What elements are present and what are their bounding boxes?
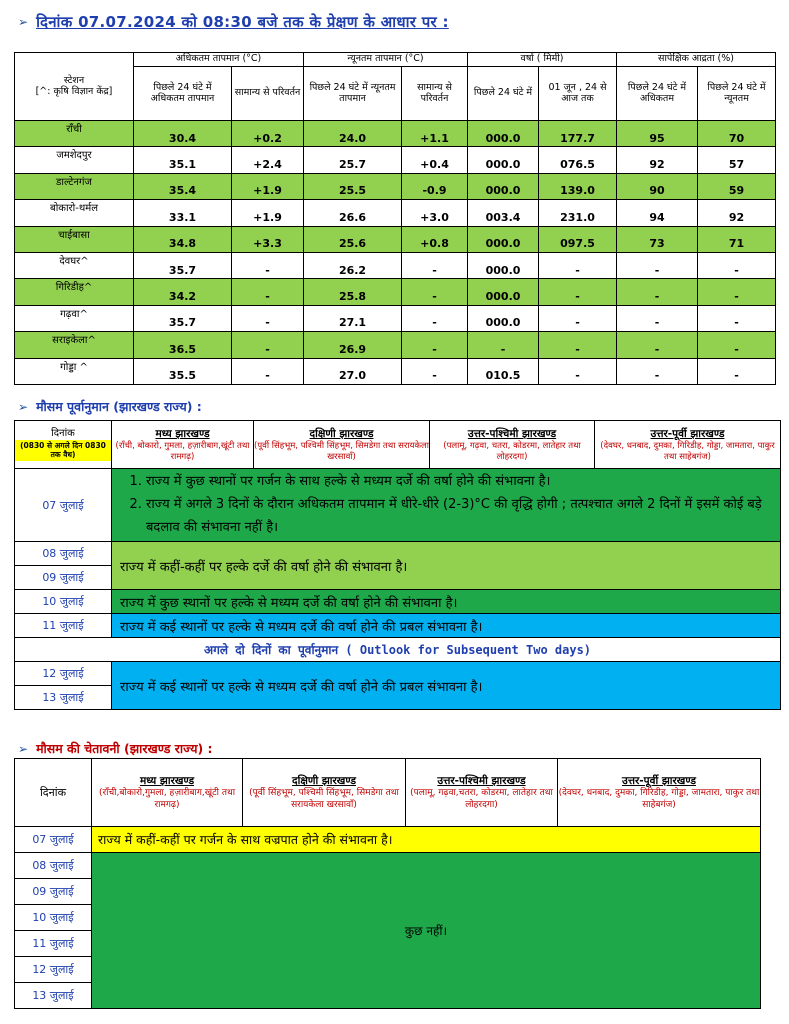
cell-rh-min: -: [698, 332, 776, 358]
cell-min: 25.6: [304, 226, 402, 252]
warning-title: मौसम की चेतावनी (झारखण्ड राज्य) :: [36, 741, 213, 756]
cell-rh-max: -: [617, 252, 698, 278]
min-24-header: पिछले 24 घंटे में न्यूनतम तापमान: [304, 67, 402, 121]
station-name: गोड्डा ^: [15, 358, 134, 384]
station-header: स्टेशन [^: कृषि विज्ञान केंद्र]: [15, 53, 134, 121]
station-row: [15, 173, 776, 199]
cell-min: 26.9: [304, 332, 402, 358]
cell-max-dep: +1.9: [232, 200, 304, 226]
station-name: चाईबासा: [15, 226, 134, 252]
cell-max: 35.4: [134, 173, 232, 199]
zone-south: [254, 421, 430, 469]
warning-date-header: दिनांक: [15, 759, 92, 827]
zone-name: उत्तर-पूर्वी झारखण्ड: [622, 774, 696, 787]
cell-max-dep: +0.2: [232, 121, 304, 147]
cell-rh-min: -: [698, 305, 776, 331]
forecast-date: 09 जुलाई: [15, 566, 112, 590]
cell-rh-min: -: [698, 252, 776, 278]
forecast-day5-text: राज्य में कई स्थानों पर हल्के से मध्यम दर्जे की वर्षा होने की प्रबल संभावना है।: [112, 614, 781, 638]
cell-max: 35.7: [134, 305, 232, 331]
cell-min-dep: -: [402, 305, 468, 331]
forecast-date-header: [15, 421, 112, 469]
cell-min: 24.0: [304, 121, 402, 147]
arrow-bullet-icon: ➢: [18, 399, 29, 414]
zone-districts: (देवघर, धनबाद, दुमका, गिरिडीह, गोड्डा, जामतारा, पाकुर तथा साहेबगंज): [600, 440, 775, 462]
cell-rh-min: 57: [698, 147, 776, 173]
outlook-label: अगले दो दिनों का पूर्वानुमान ( Outlook for Subsequent Two days): [15, 638, 781, 662]
zone-districts: (राँची, बोकारो, गुमला, हज़ारीबाग,खूंटी तथा रामगढ़): [115, 440, 250, 462]
cell-rh-max: -: [617, 358, 698, 384]
forecast-date: 13 जुलाई: [15, 686, 112, 710]
cell-rain-cum: 231.0: [539, 200, 617, 226]
cell-rain: 010.5: [468, 358, 539, 384]
cell-rh-min: 92: [698, 200, 776, 226]
cell-rh-max: 73: [617, 226, 698, 252]
forecast-day1-text: [112, 469, 781, 542]
forecast-title: मौसम पूर्वानुमान (झारखण्ड राज्य) :: [36, 399, 202, 414]
zone-name: उत्तर-पश्चिमी झारखण्ड: [467, 427, 557, 440]
cell-max: 34.2: [134, 279, 232, 305]
station-row: [15, 358, 776, 384]
cell-rh-max: -: [617, 305, 698, 331]
cell-min-dep: -: [402, 279, 468, 305]
station-name: राँची: [15, 121, 134, 147]
cell-rain-cum: -: [539, 305, 617, 331]
station-name: बोकारो-थर्मल: [15, 200, 134, 226]
cell-rh-min: -: [698, 279, 776, 305]
zone-districts: (पूर्वी सिंहभूम, पश्चिमी सिंहभूम, सिमडेगा तथा सरायकेला खरसावाँ): [249, 787, 399, 810]
cell-max-dep: -: [232, 358, 304, 384]
zone-northwest: [430, 421, 595, 469]
warning-date: 09 जुलाई: [15, 879, 92, 905]
station-name: डाल्टेनगंज: [15, 173, 134, 199]
rain-header: वर्षा ( मिमी): [468, 53, 617, 67]
cell-max-dep: +3.3: [232, 226, 304, 252]
station-row: [15, 121, 776, 147]
zone-name: मध्य झारखण्ड: [155, 427, 210, 440]
rain-cum-header: 01 जून , 24 से आज तक: [539, 67, 617, 121]
rh-max-header: पिछले 24 घंटे में अधिकतम: [617, 67, 698, 121]
zone-central: [112, 421, 254, 469]
observation-table: [14, 52, 776, 385]
cell-rain-cum: -: [539, 279, 617, 305]
station-row: [15, 226, 776, 252]
forecast-date: 10 जुलाई: [15, 590, 112, 614]
cell-min-dep: -: [402, 358, 468, 384]
zone-northeast: [558, 759, 761, 827]
rain-24-header: पिछले 24 घंटे में: [468, 67, 539, 121]
zone-districts: (पलामू, गढ़वा, चतरा, कोडरमा, लातेहार तथा लोहरदगा): [443, 440, 581, 462]
cell-min: 25.8: [304, 279, 402, 305]
cell-max: 35.1: [134, 147, 232, 173]
station-name: देवघर^: [15, 252, 134, 278]
humidity-header: सापेक्षिक आद्रता (%): [617, 53, 776, 67]
cell-rh-max: -: [617, 279, 698, 305]
cell-max: 34.8: [134, 226, 232, 252]
cell-min-dep: +3.0: [402, 200, 468, 226]
zone-name: दक्षिणी झारखण्ड: [292, 774, 356, 787]
station-row: [15, 147, 776, 173]
cell-max: 36.5: [134, 332, 232, 358]
cell-min: 25.7: [304, 147, 402, 173]
station-row: [15, 252, 776, 278]
cell-rh-max: 90: [617, 173, 698, 199]
cell-rh-min: 59: [698, 173, 776, 199]
cell-rh-max: 94: [617, 200, 698, 226]
cell-max-dep: -: [232, 252, 304, 278]
cell-rain-cum: -: [539, 332, 617, 358]
warning-table: [14, 758, 761, 1009]
cell-rain-cum: 177.7: [539, 121, 617, 147]
cell-max: 33.1: [134, 200, 232, 226]
station-row: [15, 305, 776, 331]
cell-rh-max: -: [617, 332, 698, 358]
zone-northeast: [595, 421, 781, 469]
forecast-day6-7-text: राज्य में कई स्थानों पर हल्के से मध्यम दर्जे की वर्षा होने की प्रबल संभावना है।: [112, 662, 781, 710]
cell-min-dep: +0.4: [402, 147, 468, 173]
forecast-point: 2. राज्य में अगले 3 दिनों के दौरान अधिकतम तापमान में धीरे-धीरे (2-3)°C की वृद्धि होगी ; तत्पश्चात अगले 2 दिनों में इसमें कोई बड़े बदलाव की संभावना नहीं है।: [146, 494, 772, 540]
max-24-header: पिछले 24 घंटे में अधिकतम तापमान: [134, 67, 232, 121]
warning-date: 11 जुलाई: [15, 931, 92, 957]
cell-max: 30.4: [134, 121, 232, 147]
cell-max-dep: -: [232, 332, 304, 358]
zone-districts: (पलामू, गढ़वा,चतरा, कोडरमा, लातेहार तथा लोहरदगा): [410, 787, 553, 810]
validity-note: (0830 से अगले दिन 0830 तक वैध): [15, 440, 111, 462]
cell-max-dep: -: [232, 305, 304, 331]
cell-rain: 000.0: [468, 305, 539, 331]
cell-min: 25.5: [304, 173, 402, 199]
forecast-date: 07 जुलाई: [15, 469, 112, 542]
observation-heading: [18, 12, 449, 32]
cell-rain-cum: -: [539, 358, 617, 384]
cell-rh-min: 70: [698, 121, 776, 147]
warning-date: 10 जुलाई: [15, 905, 92, 931]
cell-min-dep: -0.9: [402, 173, 468, 199]
warning-date: 07 जुलाई: [15, 827, 92, 853]
cell-rain: 000.0: [468, 121, 539, 147]
forecast-day2-3-text: राज्य में कहीं-कहीं पर हल्के दर्जे की वर्षा होने की संभावना है।: [112, 542, 781, 590]
cell-max-dep: -: [232, 279, 304, 305]
zone-districts: (देवघर, धनबाद, दुमका, गिरिडीह, गोड्डा, जामतारा, पाकुर तथा साहेबगंज): [558, 787, 760, 810]
cell-rain-cum: 097.5: [539, 226, 617, 252]
min-dep-header: सामान्य से परिवर्तन: [402, 67, 468, 121]
cell-max-dep: +2.4: [232, 147, 304, 173]
cell-min: 26.2: [304, 252, 402, 278]
forecast-day4-text: राज्य में कुछ स्थानों पर हल्के से मध्यम दर्जे की वर्षा होने की संभावना है।: [112, 590, 781, 614]
forecast-date: 08 जुलाई: [15, 542, 112, 566]
station-name: सराइकेला^: [15, 332, 134, 358]
cell-rain-cum: 139.0: [539, 173, 617, 199]
zone-name: उत्तर-पूर्वी झारखण्ड: [650, 427, 725, 440]
zone-name: उत्तर-पश्चिमी झारखण्ड: [437, 774, 526, 787]
cell-rain-cum: -: [539, 252, 617, 278]
station-row: [15, 332, 776, 358]
cell-min: 27.1: [304, 305, 402, 331]
cell-rain: 000.0: [468, 279, 539, 305]
max-dep-header: सामान्य से परिवर्तन: [232, 67, 304, 121]
warning-day1-text: राज्य में कहीं-कहीं पर गर्जन के साथ वज्रपात होने की संभावना है।: [92, 827, 761, 853]
cell-rh-max: 95: [617, 121, 698, 147]
cell-min-dep: +1.1: [402, 121, 468, 147]
station-row: [15, 200, 776, 226]
station-row: [15, 279, 776, 305]
zone-districts: (राँची,बोकारो,गुमला, हज़ारीबाग,खूंटी तथा रामगढ़): [98, 787, 236, 810]
date-header-label: दिनांक: [51, 427, 75, 439]
cell-rain: 000.0: [468, 252, 539, 278]
forecast-point: 1. राज्य में कुछ स्थानों पर गर्जन के साथ हल्के से मध्यम दर्जे की वर्षा होने की संभावना है।: [146, 471, 772, 494]
warning-date: 12 जुलाई: [15, 957, 92, 983]
cell-rain: 000.0: [468, 147, 539, 173]
station-name: गढ़वा^: [15, 305, 134, 331]
station-name: गिरिडीह^: [15, 279, 134, 305]
zone-name: दक्षिणी झारखण्ड: [309, 427, 374, 440]
rh-min-header: पिछले 24 घंटे में न्यूनतम: [698, 67, 776, 121]
cell-max-dep: +1.9: [232, 173, 304, 199]
warning-heading: [18, 740, 213, 757]
warning-date: 08 जुलाई: [15, 853, 92, 879]
cell-min-dep: -: [402, 332, 468, 358]
zone-northwest: [406, 759, 558, 827]
zone-central: [92, 759, 243, 827]
cell-min: 27.0: [304, 358, 402, 384]
forecast-heading: [18, 398, 202, 415]
cell-rh-max: 92: [617, 147, 698, 173]
warning-rest-text: कुछ नहीं।: [92, 853, 761, 1009]
arrow-bullet-icon: ➢: [18, 15, 29, 29]
cell-rh-min: 71: [698, 226, 776, 252]
cell-rain: 000.0: [468, 226, 539, 252]
cell-min: 26.6: [304, 200, 402, 226]
cell-rain: 003.4: [468, 200, 539, 226]
observation-title: दिनांक 07.07.2024 को 08:30 बजे तक के प्रेक्षण के आधार पर :: [36, 13, 449, 31]
warning-date: 13 जुलाई: [15, 983, 92, 1009]
cell-max: 35.7: [134, 252, 232, 278]
cell-rain-cum: 076.5: [539, 147, 617, 173]
cell-min-dep: -: [402, 252, 468, 278]
arrow-bullet-icon: ➢: [18, 741, 29, 756]
cell-rain: 000.0: [468, 173, 539, 199]
cell-rh-min: -: [698, 358, 776, 384]
zone-districts: (पूर्वी सिंहभूम, पश्चिमी सिंहभूम, सिमडेगा तथा सरायकेला खरसावाँ): [254, 440, 429, 462]
cell-min-dep: +0.8: [402, 226, 468, 252]
zone-south: [243, 759, 406, 827]
zone-name: मध्य झारखण्ड: [139, 774, 195, 787]
cell-rain: -: [468, 332, 539, 358]
forecast-date: 12 जुलाई: [15, 662, 112, 686]
min-temp-header: न्यूनतम तापमान (°C): [304, 53, 468, 67]
max-temp-header: अधिकतम तापमान (°C): [134, 53, 304, 67]
cell-max: 35.5: [134, 358, 232, 384]
forecast-table: [14, 420, 781, 710]
station-name: जमशेदपुर: [15, 147, 134, 173]
forecast-date: 11 जुलाई: [15, 614, 112, 638]
